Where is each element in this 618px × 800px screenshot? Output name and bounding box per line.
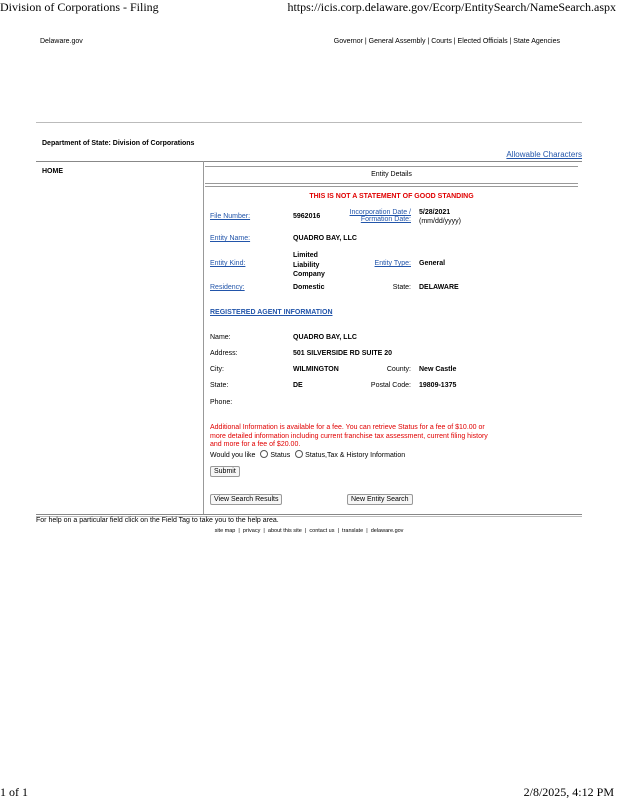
footer-separator: |: [366, 528, 368, 534]
status-tax-history-option-label[interactable]: Status,Tax & History Information: [305, 452, 406, 459]
entity-details-title: Entity Details: [371, 171, 412, 178]
file-number-label[interactable]: File Number:: [210, 213, 251, 220]
divider: [205, 183, 578, 184]
entity-kind-line2: Liability: [293, 261, 320, 269]
file-number-value: 5962016: [293, 213, 321, 220]
agent-name-value: QUADRO BAY, LLC: [293, 334, 357, 341]
column-divider: [203, 161, 204, 514]
registered-agent-heading[interactable]: REGISTERED AGENT INFORMATION: [210, 309, 333, 316]
new-entity-search-button[interactable]: New Entity Search: [347, 494, 413, 505]
agent-address-value: 501 SILVERSIDE RD SUITE 20: [293, 350, 393, 357]
help-text: For help on a particular field click on the Field Tag to take you to the help area.: [36, 517, 279, 524]
about-link[interactable]: about this site: [267, 528, 302, 534]
translate-link[interactable]: translate: [342, 528, 364, 534]
status-tax-history-radio[interactable]: [295, 450, 303, 458]
additional-info-text: [210, 424, 510, 450]
department-title: Department of State: Division of Corporations: [42, 140, 195, 147]
divider: [36, 161, 582, 162]
nav-home-link[interactable]: HOME: [42, 168, 63, 175]
divider: [36, 122, 582, 123]
divider: [205, 166, 578, 167]
agent-city-label: City:: [210, 366, 224, 373]
agent-county-label: County:: [386, 366, 411, 373]
footer-separator: |: [337, 528, 339, 534]
additional-info-options: [210, 450, 405, 459]
agent-county-value: New Castle: [419, 366, 457, 373]
delaware-gov-link[interactable]: Delaware.gov: [40, 38, 83, 45]
delaware-gov-footer-link[interactable]: delaware.gov: [370, 528, 404, 534]
agent-phone-label: Phone:: [210, 399, 233, 406]
residency-value: Domestic: [293, 284, 325, 291]
additional-info-line2: more detailed information including current franchise tax assessment, current filing history: [210, 432, 488, 440]
incorporation-date-label-line1: Incorporation Date /: [349, 209, 411, 216]
additional-info-line1: Additional Information is available for a fee. You can retrieve Status for a fee of $10.00 or: [210, 424, 485, 431]
entity-name-value: QUADRO BAY, LLC: [293, 235, 357, 242]
entity-kind-label[interactable]: Entity Kind:: [210, 260, 246, 267]
privacy-link[interactable]: privacy: [242, 528, 261, 534]
incorporation-date-label-line2: Formation Date:: [360, 216, 411, 223]
divider: [36, 514, 582, 515]
agent-state-label: State:: [210, 382, 229, 389]
top-bar: [40, 38, 560, 45]
print-page-title: Division of Corporations - Filing: [0, 0, 159, 14]
entity-type-value: General: [419, 260, 446, 267]
additional-info-line3: and more for a fee of $20.00.: [210, 441, 301, 448]
entity-kind-line3: Company: [293, 271, 325, 278]
entity-kind-line1: Limited: [293, 252, 318, 259]
print-page-url: https://icis.corp.delaware.gov/Ecorp/EntitySearch/NameSearch.aspx: [287, 0, 616, 14]
agent-name-label: Name:: [210, 334, 231, 341]
footer-separator: |: [304, 528, 307, 534]
divider: [205, 186, 578, 187]
footer-separator: |: [263, 528, 265, 534]
print-datetime: 2/8/2025, 4:12 PM: [523, 785, 614, 799]
status-radio[interactable]: [260, 450, 268, 458]
agent-state-value: DE: [293, 382, 303, 389]
date-format-hint: (mm/dd/yyyy): [419, 218, 461, 225]
contact-link[interactable]: contact us: [309, 528, 335, 534]
additional-info-prompt: Would you like: [210, 452, 256, 459]
incorporation-date-value: 5/28/2021: [419, 209, 451, 216]
good-standing-warning: THIS IS NOT A STATEMENT OF GOOD STANDING: [309, 193, 474, 200]
agent-postal-value: 19809-1375: [419, 382, 457, 389]
agent-postal-label: Postal Code:: [370, 382, 411, 389]
status-option-label[interactable]: Status: [270, 452, 291, 459]
footer-separator: |: [238, 528, 240, 534]
agent-city-value: WILMINGTON: [293, 366, 339, 373]
submit-button[interactable]: Submit: [210, 466, 240, 477]
site-map-link[interactable]: site map: [214, 528, 236, 534]
print-page-number: 1 of 1: [0, 785, 28, 799]
entity-kind-value: [293, 251, 325, 280]
agent-address-label: Address:: [210, 350, 238, 357]
entity-state-label: State:: [392, 284, 411, 291]
allowable-characters-link[interactable]: Allowable Characters: [506, 150, 582, 159]
incorporation-date-label[interactable]: [328, 209, 411, 223]
footer-links: [0, 528, 618, 534]
residency-label[interactable]: Residency:: [210, 284, 245, 291]
entity-name-label[interactable]: Entity Name:: [210, 235, 251, 242]
view-search-results-button[interactable]: View Search Results: [210, 494, 282, 505]
government-links[interactable]: Governor | General Assembly | Courts | Elected Officials | State Agencies: [333, 38, 560, 45]
entity-state-value: DELAWARE: [419, 284, 459, 291]
entity-type-label[interactable]: Entity Type:: [374, 260, 411, 267]
